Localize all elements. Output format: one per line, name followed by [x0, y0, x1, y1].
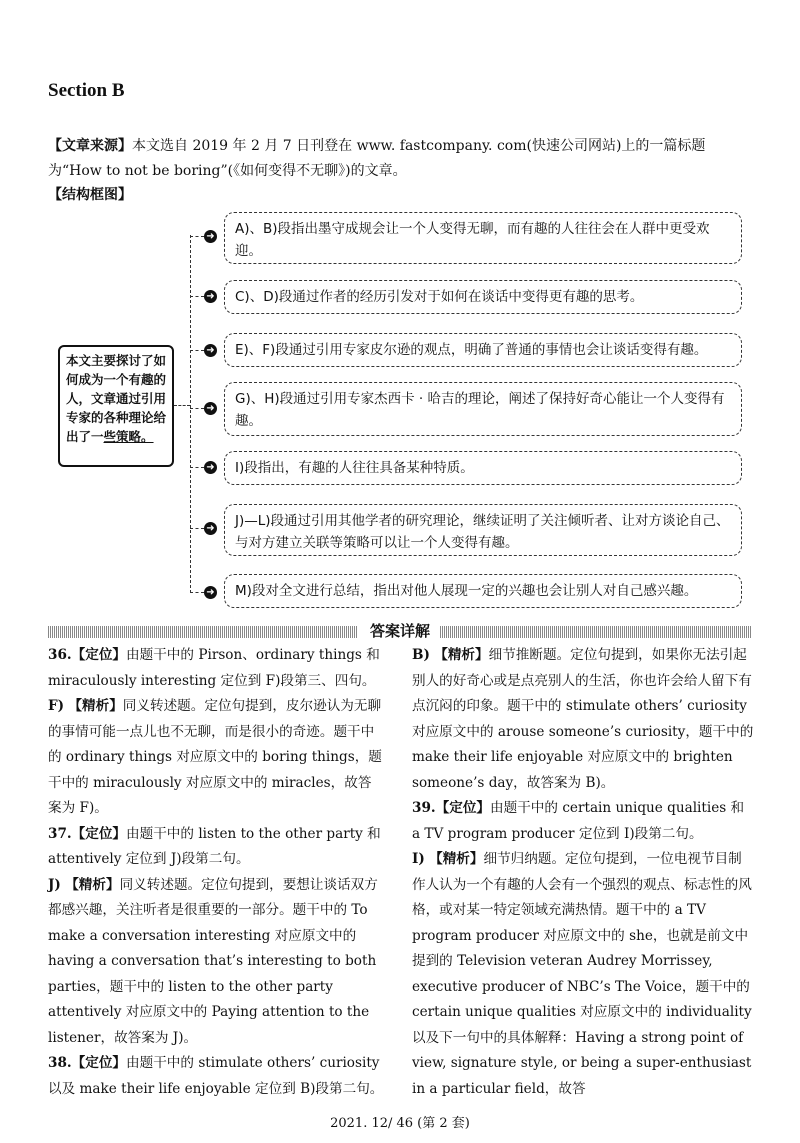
- divider-pattern-left: [48, 626, 358, 638]
- item-tag: 【定位】: [71, 825, 127, 842]
- section-title: Section B: [48, 80, 125, 101]
- arrow-icon: ➜: [204, 290, 217, 303]
- item-text: 由题干中的 certain unique qualities 和 a TV program producer 定位到 I)段第二句。: [412, 800, 745, 842]
- page-footer: 2021. 12/ 46 (第 2 套): [330, 1116, 470, 1131]
- connector-6: [190, 528, 204, 529]
- branch-item: J)—L)段通过引用其他学者的研究理论，继续证明了关注倾听者、让对方谈论自己、与对方建立关联等策略可以让一个人变得有趣。: [224, 504, 742, 556]
- answer-column-right: [412, 643, 754, 1102]
- item-tag: 【定位】: [435, 800, 491, 816]
- main-idea-underlined: 些策略。: [103, 429, 154, 444]
- item-text: 细节归纳题。定位句提到，一位电视节目制作人认为一个有趣的人会有一个强烈的观点、标志性的风格，或对某一特定领域充满热情。题干中的 a TV program producer 对应原文中的 she，也就是前文中提到的 Television veteran Audrey Morrissey, executive producer of NBC’s The Voice，题干中的 certain unique qualities 对应原文中的 individuality 以及下一句中的具体解释：Having a strong point of view, signature style, or being a super-enthusiast in a particular field，故答: [412, 851, 752, 1097]
- item-text: 同义转述题。定位句提到，皮尔逊认为无聊的事情可能一点儿也不无聊，而是很小的奇迹。题干中的 ordinary things 对应原文中的 boring things，题干中的 miraculously 对应原文中的 miracles，故答案为 F)。: [48, 698, 382, 816]
- source-text: 本文选自 2019 年 2 月 7 日刊登在 www. fastcompany. com(快速公司网站)上的一篇标题为“How to not be boring”(《如何变得不无聊》)的文章。: [48, 138, 706, 179]
- answer-item: [412, 796, 754, 847]
- item-answer-letter: F): [48, 698, 65, 714]
- item-text: 同义转述题。定位句提到，要想让谈话双方都感兴趣，关注听者是很重要的一部分。题干中的 To make a conversation interesting 对应原文中的 having a conversation that’s interesting to both parties，题干中的 listen to the other party attentively 对应原文中的 Paying attention to the listener，故答案为 J)。: [48, 876, 378, 1046]
- item-tag: 【精析】: [434, 647, 489, 663]
- framework-label: 【结构框图】: [48, 187, 132, 203]
- main-idea-box: [58, 345, 174, 467]
- answer-item: [48, 1051, 384, 1102]
- arrow-icon: ➜: [204, 402, 217, 415]
- arrow-icon: ➜: [204, 586, 217, 599]
- arrow-icon: ➜: [204, 230, 217, 243]
- branch-item: M)段对全文进行总结，指出对他人展现一定的兴趣也会让别人对自己感兴趣。: [224, 574, 742, 608]
- answer-item: [48, 873, 384, 1052]
- connector-3: [190, 350, 204, 351]
- item-number: 36.: [48, 647, 72, 663]
- item-answer-letter: B): [412, 647, 430, 663]
- item-tag: 【精析】: [429, 851, 484, 867]
- center-connector: [174, 405, 190, 406]
- connector-2: [190, 296, 204, 297]
- branch-item: E)、F)段通过引用专家皮尔逊的观点，明确了普通的事情也会让谈话变得有趣。: [224, 333, 742, 367]
- connector-1: [190, 236, 204, 237]
- answer-item: [48, 822, 384, 873]
- item-number: 37.: [48, 825, 72, 842]
- item-tag: 【定位】: [71, 1055, 127, 1071]
- answer-item: [48, 643, 384, 694]
- branch-item: A)、B)段指出墨守成规会让一个人变得无聊，而有趣的人往往会在人群中更受欢迎。: [224, 212, 742, 264]
- item-text: 细节推断题。定位句提到，如果你无法引起别人的好奇心或是点亮别人的生活，你也许会给人留下有点沉闷的印象。题干中的 stimulate others’ curiosity 对应原文中的 arouse someone’s curiosity，题干中的 make their life enjoyable 对应原文中的 brighten someone’s day，故答案为 B)。: [412, 647, 754, 791]
- arrow-icon: ➜: [204, 522, 217, 535]
- answer-section-title: 答案详解: [369, 622, 430, 640]
- branch-item: G)、H)段通过引用专家杰西卡 · 哈吉的理论，阐述了保持好奇心能让一个人变得有趣。: [224, 382, 742, 436]
- connector-4: [190, 408, 204, 409]
- answer-column-left: [48, 643, 384, 1102]
- item-text: 由题干中的 Pirson、ordinary things 和 miraculously interesting 定位到 F)段第三、四句。: [48, 647, 380, 689]
- item-text: 由题干中的 stimulate others’ curiosity 以及 make their life enjoyable 定位到 B)段第二句。: [48, 1055, 384, 1097]
- item-answer-letter: J): [48, 876, 61, 893]
- source-label: 【文章来源】: [48, 138, 132, 154]
- branch-item: C)、D)段通过作者的经历引发对于如何在谈话中变得更有趣的思考。: [224, 280, 742, 314]
- arrow-icon: ➜: [204, 344, 217, 357]
- item-answer-letter: I): [412, 851, 425, 867]
- item-tag: 【定位】: [71, 647, 127, 663]
- connector-7: [190, 592, 204, 593]
- answer-item: [48, 694, 384, 822]
- source-paragraph: [48, 134, 756, 184]
- item-tag: 【精析】: [65, 876, 120, 893]
- answer-item: [412, 847, 754, 1102]
- item-number: 38.: [48, 1055, 72, 1071]
- item-number: 39.: [412, 800, 436, 816]
- answer-item: [412, 643, 754, 796]
- divider-pattern-right: [440, 626, 752, 638]
- branch-spine: [190, 235, 191, 593]
- connector-5: [190, 467, 204, 468]
- branch-item: I)段指出，有趣的人往往具备某种特质。: [224, 451, 742, 485]
- item-text: 由题干中的 listen to the other party 和 attentively 定位到 J)段第二句。: [48, 825, 381, 867]
- main-idea-text: 本文主要探讨了如何成为一个有趣的人，文章通过引用专家的各种理论给出了一: [66, 353, 167, 444]
- item-tag: 【精析】: [68, 698, 123, 714]
- arrow-icon: ➜: [204, 461, 217, 474]
